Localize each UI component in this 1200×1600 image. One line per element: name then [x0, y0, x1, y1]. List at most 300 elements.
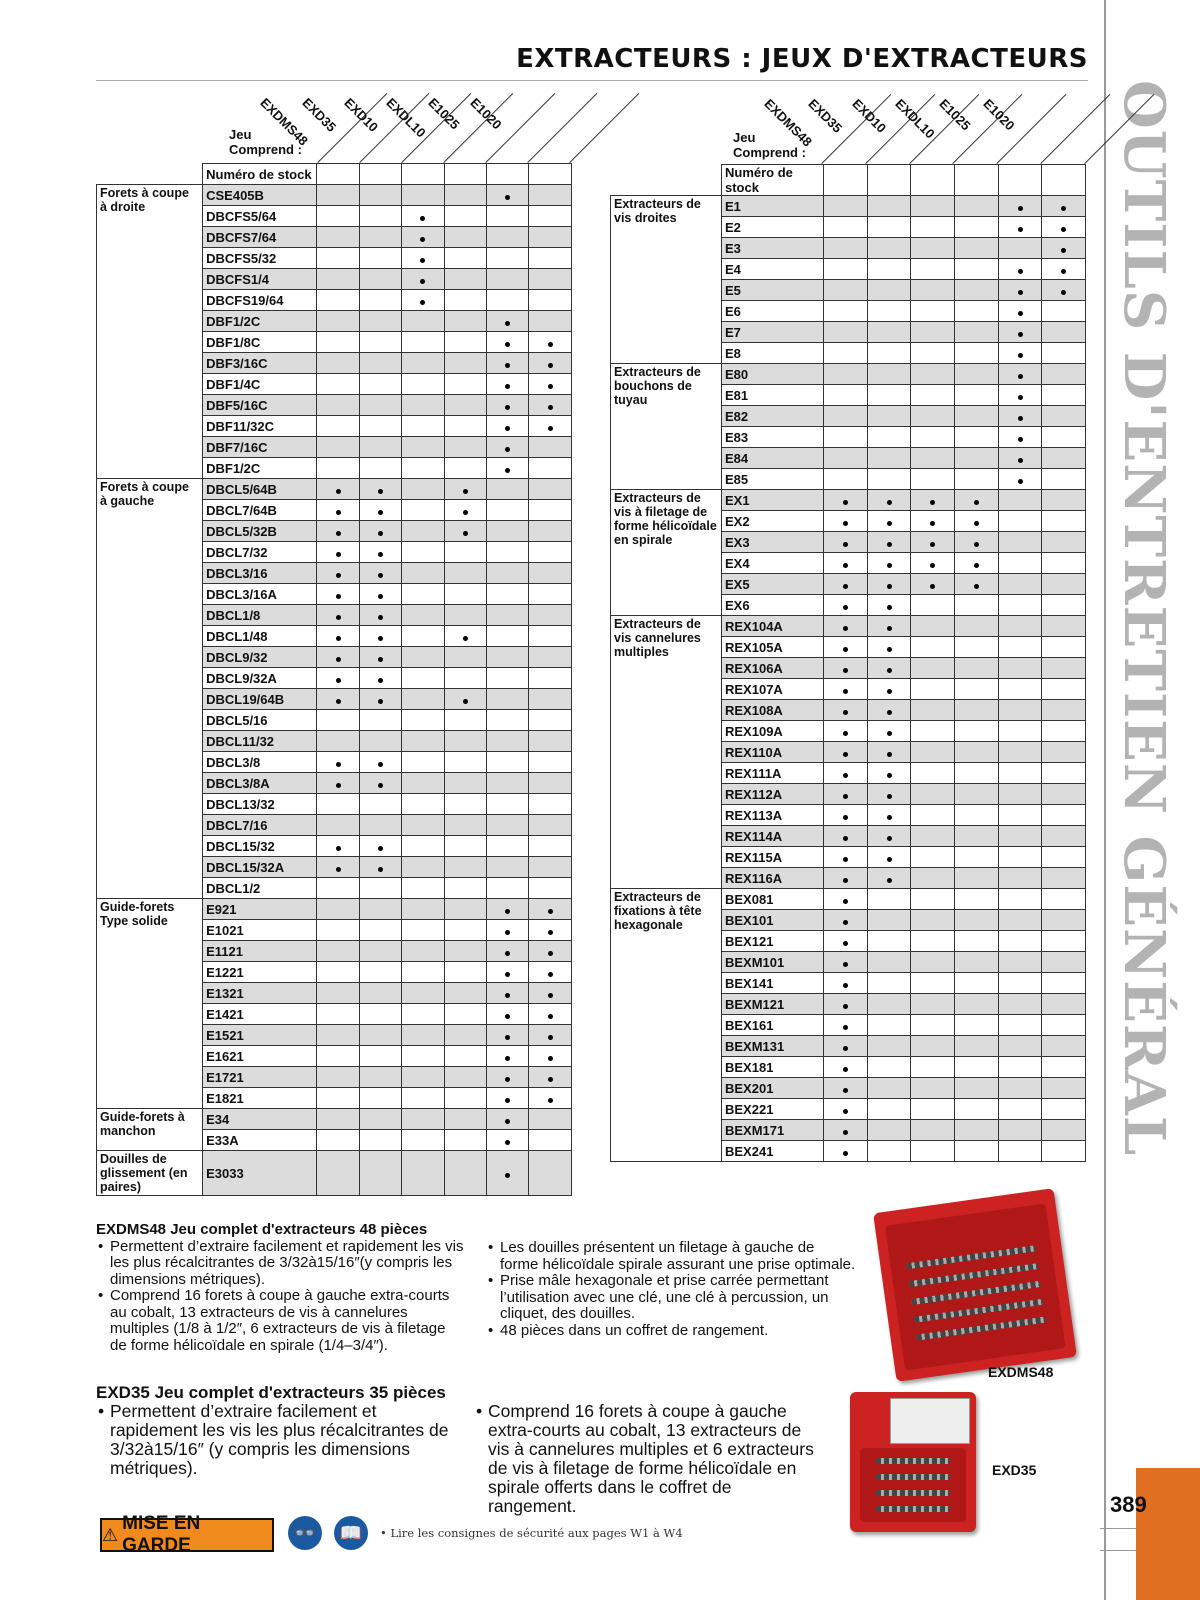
included-dot — [378, 594, 383, 599]
read-manual-icon: 📖 — [334, 1516, 368, 1550]
stock-number: BEX221 — [722, 1099, 824, 1120]
category-label: Guide-forets Type solide — [97, 899, 203, 1109]
inclusion-cell — [911, 616, 955, 637]
inclusion-cell — [359, 962, 401, 983]
inclusion-cell — [487, 857, 529, 878]
included-dot — [548, 972, 553, 977]
inclusion-cell — [402, 668, 444, 689]
stock-number: DBCFS7/64 — [203, 227, 317, 248]
inclusion-cell — [402, 752, 444, 773]
inclusion-cell — [999, 910, 1042, 931]
inclusion-cell — [911, 217, 955, 238]
inclusion-cell — [359, 437, 401, 458]
stock-number: E85 — [722, 469, 824, 490]
included-dot — [843, 1088, 848, 1093]
inclusion-cell — [999, 595, 1042, 616]
inclusion-cell — [359, 227, 401, 248]
inclusion-cell — [402, 500, 444, 521]
included-dot — [548, 405, 553, 410]
inclusion-cell — [359, 332, 401, 353]
inclusion-cell — [402, 983, 444, 1004]
included-dot — [463, 699, 468, 704]
inclusion-cell — [529, 1088, 572, 1109]
included-dot — [505, 1056, 510, 1061]
header-blank — [97, 164, 203, 185]
inclusion-cell — [911, 322, 955, 343]
included-dot — [336, 783, 341, 788]
inclusion-cell — [402, 311, 444, 332]
included-dot — [887, 689, 892, 694]
inclusion-cell — [1042, 343, 1086, 364]
inclusion-cell — [955, 532, 999, 553]
inclusion-cell — [487, 752, 529, 773]
inclusion-cell — [317, 626, 359, 647]
inclusion-cell — [868, 217, 911, 238]
stock-number: E1721 — [203, 1067, 317, 1088]
inclusion-cell — [359, 668, 401, 689]
inclusion-cell — [317, 500, 359, 521]
inclusion-cell — [911, 952, 955, 973]
inclusion-cell — [359, 1130, 401, 1151]
exdms48-bullet: • 48 pièces dans un coffret de rangement. — [500, 1323, 856, 1340]
header-cell — [317, 164, 359, 185]
included-dot — [887, 605, 892, 610]
table-row — [611, 490, 1086, 511]
stock-number: E1221 — [203, 962, 317, 983]
included-dot — [548, 1098, 553, 1103]
inclusion-cell — [444, 269, 486, 290]
inclusion-cell — [529, 437, 572, 458]
warning-badge — [100, 1513, 274, 1556]
inclusion-cell — [444, 731, 486, 752]
inclusion-cell — [529, 857, 572, 878]
inclusion-cell — [824, 448, 868, 469]
included-dot — [378, 636, 383, 641]
inclusion-cell — [868, 364, 911, 385]
inclusion-cell — [487, 878, 529, 899]
included-dot — [505, 321, 510, 326]
included-dot — [378, 678, 383, 683]
inclusion-cell — [999, 1015, 1042, 1036]
inclusion-cell — [444, 752, 486, 773]
inclusion-cell — [529, 605, 572, 626]
included-dot — [505, 972, 510, 977]
inclusion-cell — [955, 385, 999, 406]
included-dot — [420, 300, 425, 305]
inclusion-cell — [911, 868, 955, 889]
inclusion-cell — [487, 269, 529, 290]
inclusion-cell — [359, 710, 401, 731]
exd35-description — [96, 1383, 462, 1478]
inclusion-cell — [911, 931, 955, 952]
included-dot — [548, 930, 553, 935]
inclusion-cell — [529, 584, 572, 605]
inclusion-cell — [868, 973, 911, 994]
stock-number: DBCL5/32B — [203, 521, 317, 542]
inclusion-cell — [402, 899, 444, 920]
included-dot — [887, 857, 892, 862]
included-dot — [843, 899, 848, 904]
included-dot — [420, 279, 425, 284]
inclusion-cell — [402, 731, 444, 752]
inclusion-cell — [1042, 847, 1086, 868]
inclusion-cell — [999, 196, 1042, 217]
included-dot — [463, 489, 468, 494]
inclusion-cell — [359, 752, 401, 773]
stock-number: EX1 — [722, 490, 824, 511]
inclusion-cell — [999, 217, 1042, 238]
included-dot — [1018, 374, 1023, 379]
included-dot — [1018, 269, 1023, 274]
page-number: 389 — [1110, 1492, 1147, 1517]
inclusion-cell — [999, 952, 1042, 973]
inclusion-cell — [824, 742, 868, 763]
inclusion-cell — [444, 647, 486, 668]
inclusion-cell — [402, 206, 444, 227]
inclusion-cell — [402, 1109, 444, 1130]
included-dot — [336, 615, 341, 620]
stock-number: REX115A — [722, 847, 824, 868]
inclusion-cell — [487, 227, 529, 248]
column-header: EXDL10 — [383, 95, 429, 141]
inclusion-cell — [868, 1141, 911, 1162]
inclusion-cell — [444, 1130, 486, 1151]
included-dot — [887, 710, 892, 715]
inclusion-cell — [868, 532, 911, 553]
header-cell — [955, 165, 999, 196]
inclusion-cell — [359, 878, 401, 899]
exd35-description-2 — [474, 1402, 814, 1516]
inclusion-cell — [824, 721, 868, 742]
inclusion-cell — [487, 689, 529, 710]
included-dot — [843, 1109, 848, 1114]
inclusion-cell — [955, 868, 999, 889]
inclusion-cell — [955, 1015, 999, 1036]
stock-number: BEX081 — [722, 889, 824, 910]
inclusion-cell — [911, 532, 955, 553]
inclusion-cell — [444, 920, 486, 941]
inclusion-cell — [529, 836, 572, 857]
included-dot — [1018, 479, 1023, 484]
inclusion-cell — [868, 469, 911, 490]
inclusion-cell — [529, 1025, 572, 1046]
inclusion-cell — [317, 1067, 359, 1088]
exdms48-bullet: • Prise mâle hexagonale et prise carrée permettant l’utilisation avec une clé, une clé à percussion, un cliquet, des douilles. — [500, 1273, 856, 1323]
inclusion-cell — [487, 815, 529, 836]
included-dot — [1061, 227, 1066, 232]
stock-number: BEXM101 — [722, 952, 824, 973]
inclusion-cell — [999, 1120, 1042, 1141]
inclusion-cell — [868, 868, 911, 889]
safety-goggles-icon: 👓 — [288, 1516, 322, 1550]
included-dot — [336, 510, 341, 515]
inclusion-cell — [487, 794, 529, 815]
inclusion-cell — [955, 343, 999, 364]
inclusion-cell — [444, 1046, 486, 1067]
inclusion-cell — [955, 553, 999, 574]
included-dot — [887, 647, 892, 652]
included-dot — [505, 363, 510, 368]
included-dot — [1061, 206, 1066, 211]
column-header: EXDMS48 — [257, 95, 311, 149]
inclusion-cell — [444, 248, 486, 269]
inclusion-cell — [824, 1078, 868, 1099]
inclusion-cell — [911, 280, 955, 301]
inclusion-cell — [444, 500, 486, 521]
inclusion-cell — [317, 794, 359, 815]
included-dot — [1018, 332, 1023, 337]
inclusion-cell — [1042, 721, 1086, 742]
inclusion-cell — [955, 196, 999, 217]
inclusion-cell — [444, 479, 486, 500]
left-jeu-label: Jeu Comprend : — [229, 127, 302, 157]
inclusion-cell — [317, 731, 359, 752]
inclusion-cell — [444, 542, 486, 563]
included-dot — [336, 531, 341, 536]
inclusion-cell — [955, 301, 999, 322]
inclusion-cell — [1042, 322, 1086, 343]
inclusion-cell — [444, 1004, 486, 1025]
included-dot — [336, 699, 341, 704]
inclusion-cell — [317, 983, 359, 1004]
included-dot — [336, 636, 341, 641]
inclusion-cell — [911, 700, 955, 721]
category-label: Forets à coupe à gauche — [97, 479, 203, 899]
inclusion-cell — [911, 679, 955, 700]
inclusion-cell — [868, 763, 911, 784]
inclusion-cell — [999, 826, 1042, 847]
inclusion-cell — [529, 416, 572, 437]
inclusion-cell — [529, 227, 572, 248]
inclusion-cell — [529, 290, 572, 311]
stock-number: DBCL3/16 — [203, 563, 317, 584]
stock-number: E5 — [722, 280, 824, 301]
inclusion-cell — [444, 563, 486, 584]
inclusion-cell — [911, 490, 955, 511]
included-dot — [505, 447, 510, 452]
inclusion-cell — [317, 857, 359, 878]
inclusion-cell — [868, 490, 911, 511]
inclusion-cell — [529, 1067, 572, 1088]
inclusion-cell — [999, 973, 1042, 994]
inclusion-cell — [487, 521, 529, 542]
stock-number: DBCL7/16 — [203, 815, 317, 836]
inclusion-cell — [955, 406, 999, 427]
inclusion-cell — [868, 679, 911, 700]
inclusion-cell — [999, 532, 1042, 553]
inclusion-cell — [444, 395, 486, 416]
included-dot — [336, 594, 341, 599]
inclusion-cell — [955, 595, 999, 616]
included-dot — [843, 626, 848, 631]
page-title: EXTRACTEURS : JEUX D'EXTRACTEURS — [516, 44, 1088, 74]
inclusion-cell — [999, 1141, 1042, 1162]
exd35-bullet: • Comprend 16 forets à coupe à gauche extra-courts au cobalt, 13 extracteurs de vis à cannelures multiples et 6 extracteurs de vis à filetage de forme hélicoïdale en spirale offerts dans le coffret de rangement. — [488, 1402, 814, 1516]
inclusion-cell — [402, 1004, 444, 1025]
inclusion-cell — [529, 668, 572, 689]
inclusion-cell — [444, 1025, 486, 1046]
included-dot — [505, 993, 510, 998]
inclusion-cell — [955, 826, 999, 847]
inclusion-cell — [868, 889, 911, 910]
inclusion-cell — [359, 794, 401, 815]
stock-number: REX116A — [722, 868, 824, 889]
inclusion-cell — [317, 836, 359, 857]
inclusion-cell — [487, 395, 529, 416]
inclusion-cell — [868, 910, 911, 931]
column-header: E1025 — [936, 96, 974, 134]
inclusion-cell — [999, 805, 1042, 826]
stock-number: E921 — [203, 899, 317, 920]
inclusion-cell — [868, 1120, 911, 1141]
inclusion-cell — [529, 794, 572, 815]
stock-number: DBCFS1/4 — [203, 269, 317, 290]
inclusion-cell — [955, 448, 999, 469]
inclusion-cell — [359, 626, 401, 647]
inclusion-cell — [402, 227, 444, 248]
included-dot — [1018, 416, 1023, 421]
inclusion-cell — [999, 553, 1042, 574]
included-dot — [378, 510, 383, 515]
exdms48-heading: EXDMS48 Jeu complet d'extracteurs 48 pièces — [96, 1221, 428, 1238]
inclusion-cell — [955, 511, 999, 532]
inclusion-cell — [402, 248, 444, 269]
inclusion-cell — [402, 710, 444, 731]
inclusion-cell — [317, 479, 359, 500]
inclusion-cell — [529, 479, 572, 500]
included-dot — [887, 500, 892, 505]
table-row — [611, 889, 1086, 910]
inclusion-cell — [1042, 1120, 1086, 1141]
exdms48-bullet: • Permettent d’extraire facilement et rapidement les vis les plus récalcitrantes de 3/32à15/16″(y compris les dimensions métriques). — [110, 1239, 466, 1289]
inclusion-cell — [487, 290, 529, 311]
inclusion-cell — [868, 1036, 911, 1057]
table-row — [97, 1151, 572, 1196]
inclusion-cell — [317, 185, 359, 206]
included-dot — [505, 195, 510, 200]
inclusion-cell — [529, 689, 572, 710]
stock-number: E82 — [722, 406, 824, 427]
inclusion-cell — [911, 1036, 955, 1057]
included-dot — [378, 615, 383, 620]
inclusion-cell — [1042, 700, 1086, 721]
inclusion-cell — [911, 763, 955, 784]
stock-number: CSE405B — [203, 185, 317, 206]
included-dot — [843, 962, 848, 967]
inclusion-cell — [911, 196, 955, 217]
inclusion-cell — [824, 574, 868, 595]
inclusion-cell — [359, 899, 401, 920]
included-dot — [378, 699, 383, 704]
inclusion-cell — [824, 616, 868, 637]
inclusion-cell — [487, 479, 529, 500]
inclusion-cell — [444, 773, 486, 794]
inclusion-cell — [317, 1088, 359, 1109]
inclusion-cell — [911, 553, 955, 574]
inclusion-cell — [487, 626, 529, 647]
inclusion-cell — [955, 217, 999, 238]
included-dot — [378, 783, 383, 788]
stock-number: E2 — [722, 217, 824, 238]
included-dot — [548, 993, 553, 998]
inclusion-cell — [868, 427, 911, 448]
inclusion-cell — [444, 584, 486, 605]
stock-number: EX5 — [722, 574, 824, 595]
column-header: EXD35 — [805, 96, 845, 136]
inclusion-cell — [402, 584, 444, 605]
table-row — [97, 185, 572, 206]
inclusion-cell — [911, 805, 955, 826]
inclusion-cell — [529, 563, 572, 584]
included-dot — [887, 752, 892, 757]
stock-number: BEXM171 — [722, 1120, 824, 1141]
stock-number: DBCFS5/64 — [203, 206, 317, 227]
inclusion-cell — [402, 773, 444, 794]
inclusion-cell — [1042, 238, 1086, 259]
inclusion-cell — [999, 448, 1042, 469]
included-dot — [336, 657, 341, 662]
included-dot — [843, 773, 848, 778]
included-dot — [930, 584, 935, 589]
inclusion-cell — [529, 353, 572, 374]
inclusion-cell — [955, 322, 999, 343]
inclusion-cell — [487, 1004, 529, 1025]
category-label: Douilles de glissement (en paires) — [97, 1151, 203, 1196]
stock-number: DBCFS19/64 — [203, 290, 317, 311]
included-dot — [887, 815, 892, 820]
inclusion-cell — [999, 763, 1042, 784]
inclusion-cell — [402, 353, 444, 374]
inclusion-cell — [444, 857, 486, 878]
inclusion-cell — [487, 374, 529, 395]
inclusion-cell — [359, 584, 401, 605]
included-dot — [843, 1046, 848, 1051]
stock-number: DBF1/2C — [203, 311, 317, 332]
stock-number: DBCL5/64B — [203, 479, 317, 500]
included-dot — [378, 531, 383, 536]
inclusion-cell — [359, 920, 401, 941]
included-dot — [505, 909, 510, 914]
inclusion-cell — [529, 731, 572, 752]
inclusion-cell — [487, 584, 529, 605]
inclusion-cell — [1042, 826, 1086, 847]
inclusion-cell — [824, 1036, 868, 1057]
inclusion-cell — [1042, 469, 1086, 490]
inclusion-cell — [487, 836, 529, 857]
inclusion-cell — [359, 542, 401, 563]
stock-number: E7 — [722, 322, 824, 343]
inclusion-cell — [999, 385, 1042, 406]
inclusion-cell — [487, 185, 529, 206]
inclusion-cell — [359, 1067, 401, 1088]
inclusion-cell — [359, 479, 401, 500]
inclusion-cell — [824, 322, 868, 343]
inclusion-cell — [999, 889, 1042, 910]
inclusion-cell — [317, 1004, 359, 1025]
inclusion-cell — [911, 259, 955, 280]
inclusion-cell — [955, 1036, 999, 1057]
inclusion-cell — [911, 826, 955, 847]
inclusion-cell — [1042, 280, 1086, 301]
inclusion-cell — [487, 920, 529, 941]
inclusion-cell — [402, 332, 444, 353]
stock-number: E4 — [722, 259, 824, 280]
inclusion-cell — [1042, 1099, 1086, 1120]
category-label: Extracteurs de fixations à tête hexagonale — [611, 889, 722, 1162]
inclusion-cell — [529, 878, 572, 899]
inclusion-cell — [955, 1078, 999, 1099]
header-cell — [359, 164, 401, 185]
